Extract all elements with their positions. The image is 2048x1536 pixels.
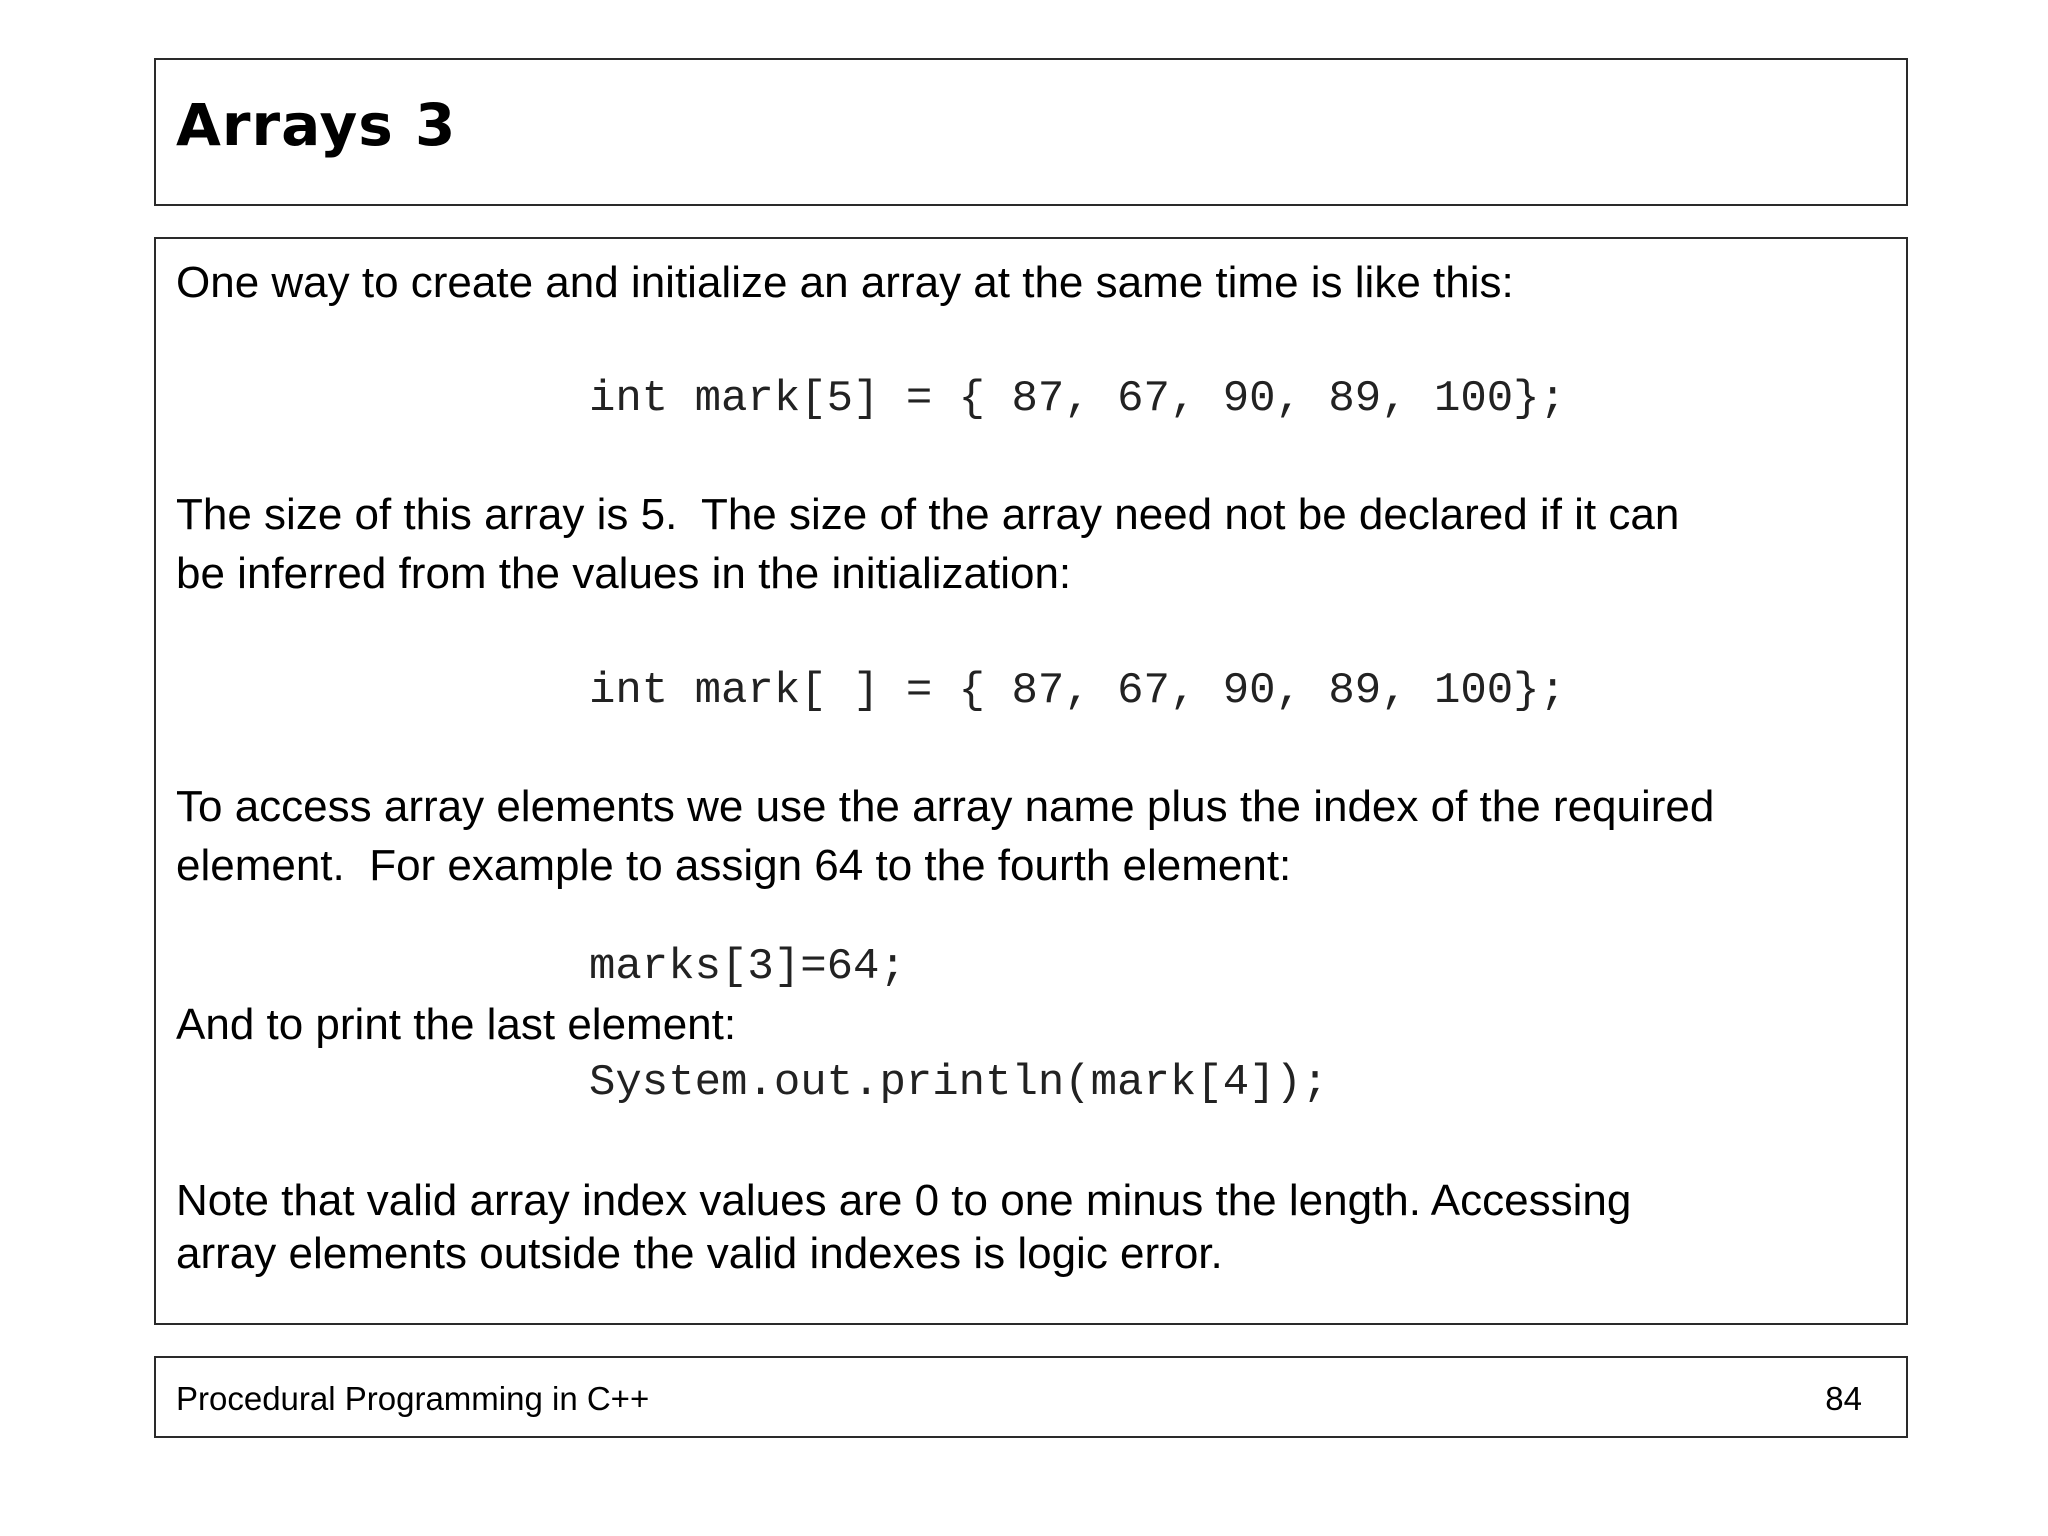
page-number: 84 [1825, 1380, 1862, 1417]
access-explanation-line-2: element. For example to assign 64 to the fourth element: [176, 841, 1292, 890]
size-explanation-line-1: The size of this array is 5. The size of the array need not be declared if it can [176, 490, 1680, 539]
code-example-print: System.out.println(mark[4]); [589, 1058, 1329, 1108]
size-explanation-line-2: be inferred from the values in the initialization: [176, 549, 1072, 598]
access-explanation-line-1: To access array elements we use the array name plus the index of the required [176, 782, 1715, 831]
footer-course-title: Procedural Programming in C++ [176, 1380, 650, 1417]
print-explanation: And to print the last element: [176, 1000, 737, 1049]
slide-title: Arrays 3 [176, 91, 457, 159]
slide-content-box [154, 237, 1908, 1325]
note-line-2: array elements outside the valid indexes is logic error. [176, 1229, 1223, 1278]
slide-footer-box [154, 1356, 1908, 1438]
note-line-1: Note that valid array index values are 0 to one minus the length. Accessing [176, 1176, 1632, 1225]
code-example-sized-array: int mark[5] = { 87, 67, 90, 89, 100}; [589, 374, 1566, 424]
slide-title-box [154, 58, 1908, 206]
intro-text: One way to create and initialize an array at the same time is like this: [176, 258, 1514, 307]
code-example-inferred-array: int mark[ ] = { 87, 67, 90, 89, 100}; [589, 666, 1566, 716]
code-example-assign: marks[3]=64; [589, 942, 906, 992]
